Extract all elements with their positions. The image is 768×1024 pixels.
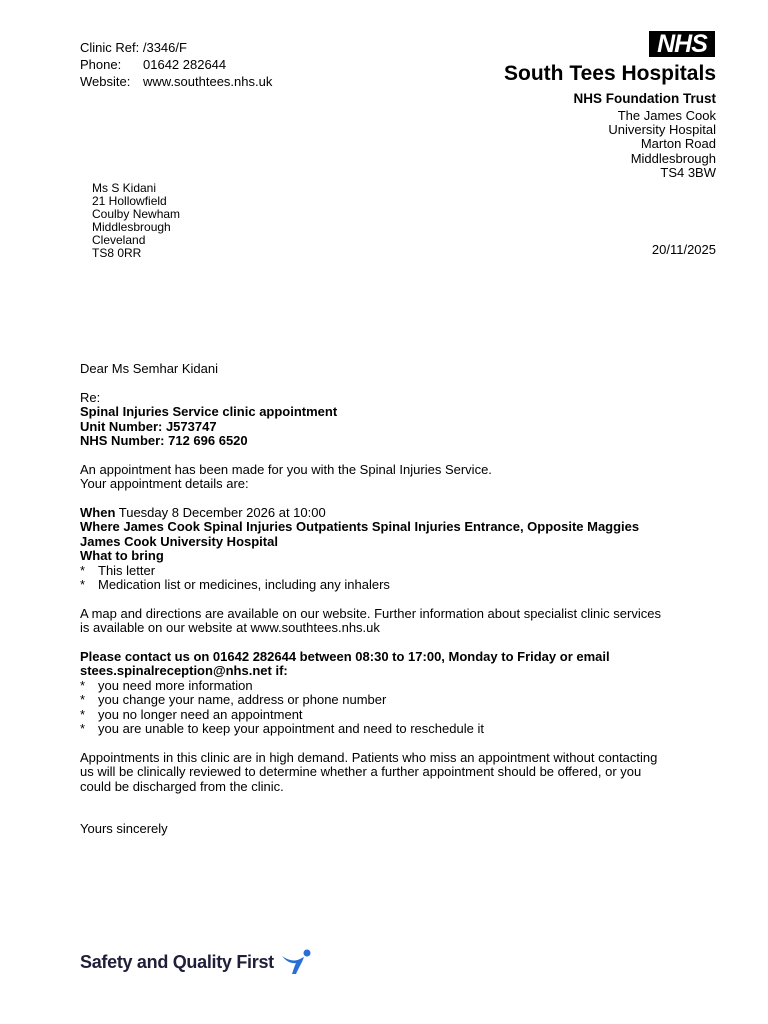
bullet-star: *	[80, 692, 86, 707]
nhs-logo: NHS	[649, 31, 715, 57]
org-address-line: Marton Road	[640, 136, 716, 152]
list-item-text: you need more information	[98, 677, 253, 693]
footer-tagline: Safety and Quality First	[80, 951, 274, 972]
phone-label: Phone:	[80, 57, 122, 72]
when-value: Tuesday 8 December 2026 at 10:00	[115, 504, 326, 520]
footer	[80, 948, 314, 976]
org-trust: NHS Foundation Trust	[573, 91, 716, 106]
bullet-star: *	[80, 677, 86, 693]
list-item	[80, 564, 720, 579]
bullet-star: *	[80, 577, 86, 592]
person-figure-icon	[280, 948, 314, 976]
recipient-address	[92, 182, 180, 260]
contact-line: Please contact us on 01642 282644 between 08:30 to 17:00, Monday to Friday or email	[80, 648, 610, 664]
map-info-line: A map and directions are available on our website. Further information about specialist clinic services	[80, 605, 661, 621]
map-info-line: is available on our website at www.southtees.nhs.uk	[80, 620, 380, 635]
intro-line: An appointment has been made for you with the Spinal Injuries Service.	[80, 461, 492, 477]
demand-line: Appointments in this clinic are in high demand. Patients who miss an appointment without contacting	[80, 749, 658, 765]
list-item	[80, 722, 720, 737]
org-address-line: TS4 3BW	[660, 164, 716, 180]
recipient-line: Cleveland	[92, 233, 146, 247]
where-line: Where James Cook Spinal Injuries Outpatients Spinal Injuries Entrance, Opposite Maggies	[80, 519, 640, 534]
recipient-line: Ms S Kidani	[92, 181, 157, 195]
list-item	[80, 708, 720, 723]
nhs-number: NHS Number: 712 696 6520	[80, 433, 248, 448]
recipient-line: Middlesbrough	[92, 220, 171, 234]
clinic-ref-row	[80, 39, 272, 56]
demand-line: us will be clinically reviewed to determine whether a further appointment should be offered, or you	[80, 764, 642, 779]
website-label: Website:	[80, 74, 131, 89]
when-label: When	[80, 504, 116, 520]
org-name: South Tees Hospitals	[504, 62, 716, 85]
where-line: James Cook University Hospital	[80, 533, 278, 549]
clinic-info	[80, 39, 272, 90]
subject: Spinal Injuries Service clinic appointment	[80, 404, 338, 419]
letter-body	[80, 362, 720, 837]
bring-label: What to bring	[80, 548, 164, 563]
contact-line: stees.spinalreception@nhs.net if:	[80, 663, 288, 678]
unit-number: Unit Number: J573747	[80, 418, 217, 434]
when-row	[80, 506, 720, 521]
bullet-star: *	[80, 721, 86, 736]
recipient-line: 21 Hollowfield	[92, 194, 167, 208]
list-item	[80, 578, 720, 593]
website-value: www.southtees.nhs.uk	[143, 74, 273, 89]
list-item-text: you are unable to keep your appointment and need to reschedule it	[98, 721, 484, 736]
list-item-text: you change your name, address or phone number	[98, 692, 387, 707]
re-label: Re:	[80, 389, 101, 405]
org-address-line: University Hospital	[608, 122, 716, 138]
recipient-line: TS8 0RR	[92, 246, 142, 260]
list-item	[80, 679, 720, 694]
list-item	[80, 693, 720, 708]
letter-date: 20/11/2025	[651, 242, 716, 257]
clinic-phone-row	[80, 56, 272, 73]
org-address-line: The James Cook	[617, 108, 716, 123]
bullet-star: *	[80, 706, 86, 722]
phone-value: 01642 282644	[143, 57, 227, 72]
recipient-line: Coulby Newham	[92, 207, 181, 221]
org-address	[608, 109, 716, 180]
closing: Yours sincerely	[80, 821, 168, 836]
clinic-website-row	[80, 73, 272, 90]
intro-line: Your appointment details are:	[80, 476, 249, 491]
list-item-text: you no longer need an appointment	[98, 706, 303, 722]
org-address-line: Middlesbrough	[630, 150, 716, 166]
list-item-text: This letter	[98, 562, 156, 578]
bullet-star: *	[80, 562, 86, 578]
list-item-text: Medication list or medicines, including any inhalers	[98, 577, 390, 592]
clinic-ref: Clinic Ref: /3346/F	[80, 40, 187, 55]
demand-line: could be discharged from the clinic.	[80, 778, 284, 794]
salutation: Dear Ms Semhar Kidani	[80, 361, 218, 376]
